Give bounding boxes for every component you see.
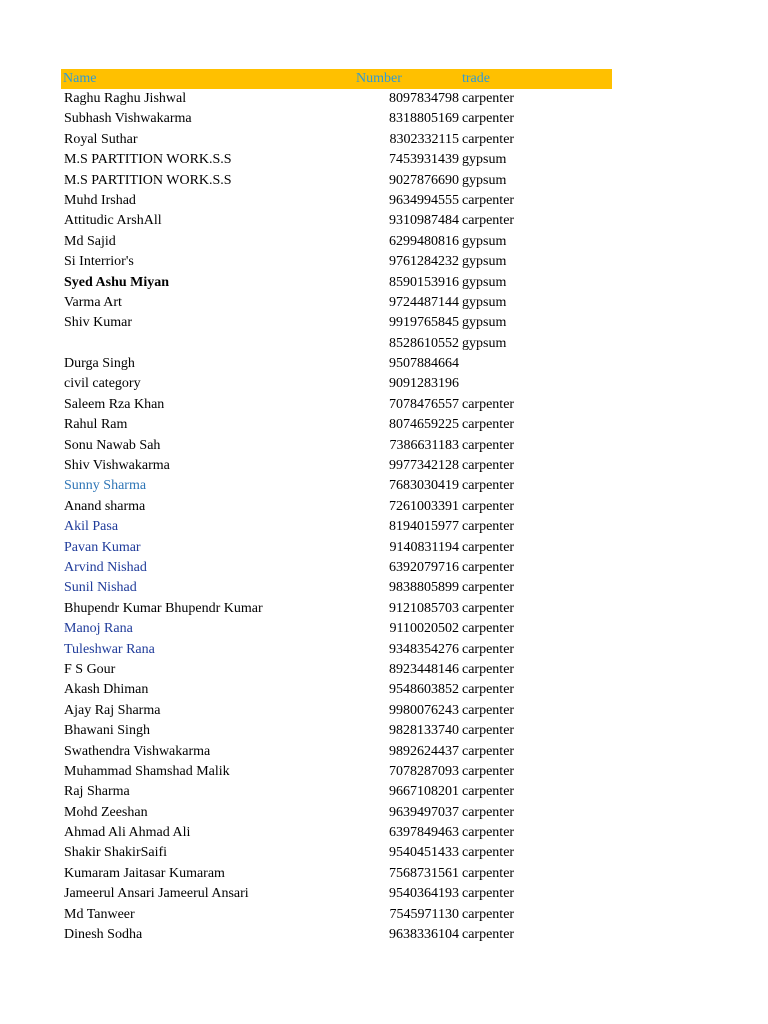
cell-name: Varma Art	[64, 294, 122, 310]
cell-trade: carpenter	[462, 417, 515, 433]
cell-name: Shiv Kumar	[64, 315, 133, 331]
cell-number: 9348354276	[389, 641, 459, 657]
table-row	[61, 640, 612, 660]
table-row	[61, 232, 612, 252]
cell-name: Jameerul Ansari Jameerul Ansari	[64, 886, 249, 902]
table-row	[61, 334, 612, 354]
cell-name: Akash Dhiman	[64, 682, 149, 698]
cell-name: Raghu Raghu Jishwal	[64, 91, 187, 106]
cell-trade: carpenter	[462, 906, 515, 922]
cell-number: 6392079716	[389, 559, 459, 575]
cell-trade: carpenter	[462, 437, 515, 453]
cell-trade: carpenter	[462, 702, 515, 718]
cell-trade: carpenter	[462, 743, 515, 759]
header-trade: trade	[462, 71, 490, 86]
table-row	[61, 89, 612, 109]
cell-trade: carpenter	[462, 682, 515, 698]
cell-number: 9828133740	[389, 723, 459, 739]
cell-trade: carpenter	[462, 661, 515, 677]
cell-trade: gypsum	[462, 152, 507, 168]
cell-trade: carpenter	[462, 131, 515, 147]
cell-trade: carpenter	[462, 580, 515, 596]
table-row	[61, 109, 612, 129]
cell-trade: gypsum	[462, 254, 507, 270]
cell-name: Bhupendr Kumar Bhupendr Kumar	[64, 600, 263, 616]
cell-number: 8590153916	[389, 274, 459, 290]
cell-trade: carpenter	[462, 804, 515, 820]
cell-trade: carpenter	[462, 498, 515, 514]
cell-name: Dinesh Sodha	[64, 927, 143, 943]
cell-name: Anand sharma	[64, 498, 146, 514]
contact-table	[61, 69, 612, 945]
cell-number: 9540364193	[389, 886, 459, 902]
table-row	[61, 293, 612, 313]
cell-name: Md Tanweer	[64, 906, 135, 922]
cell-name: Saleem Rza Khan	[64, 396, 165, 412]
cell-trade: carpenter	[462, 559, 515, 575]
table-row	[61, 456, 612, 476]
cell-trade: carpenter	[462, 865, 515, 881]
cell-name: Attitudic ArshAll	[64, 213, 162, 229]
cell-number: 9027876690	[389, 172, 459, 188]
table-row	[61, 273, 612, 293]
cell-name: Sunil Nishad	[64, 580, 137, 596]
cell-number: 8302332115	[389, 131, 459, 147]
table-row	[61, 150, 612, 170]
table-row	[61, 599, 612, 619]
cell-trade: carpenter	[462, 213, 515, 229]
table-row	[61, 497, 612, 517]
cell-name: Sunny Sharma	[64, 478, 147, 494]
table-row	[61, 415, 612, 435]
header-number: Number	[356, 71, 402, 86]
cell-trade: carpenter	[462, 458, 515, 474]
cell-number: 9110020502	[389, 621, 459, 637]
cell-number: 9980076243	[389, 702, 459, 718]
cell-name: Ahmad Ali Ahmad Ali	[64, 825, 191, 841]
cell-trade: carpenter	[462, 519, 515, 535]
cell-number: 8318805169	[389, 111, 459, 127]
table-row	[61, 782, 612, 802]
table-row	[61, 578, 612, 598]
cell-trade: gypsum	[462, 294, 507, 310]
cell-name: Swathendra Vishwakarma	[64, 743, 211, 759]
cell-name: Md Sajid	[64, 233, 116, 249]
table-row	[61, 211, 612, 231]
cell-trade: carpenter	[462, 539, 515, 555]
table-row	[61, 558, 612, 578]
cell-name: Arvind Nishad	[64, 559, 147, 575]
cell-number: 7453931439	[389, 152, 459, 168]
cell-name: Mohd Zeeshan	[64, 804, 148, 820]
cell-name: Kumaram Jaitasar Kumaram	[64, 865, 225, 881]
table-row	[61, 171, 612, 191]
cell-trade: gypsum	[462, 335, 507, 351]
cell-number: 9667108201	[389, 784, 459, 800]
cell-trade: carpenter	[462, 723, 515, 739]
cell-trade: carpenter	[462, 641, 515, 657]
cell-name: Shiv Vishwakarma	[64, 458, 170, 474]
cell-trade: carpenter	[462, 192, 515, 208]
table-body	[61, 89, 612, 945]
cell-trade: carpenter	[462, 845, 515, 861]
cell-number: 8097834798	[389, 91, 459, 106]
cell-name: civil category	[64, 376, 141, 392]
cell-trade: gypsum	[462, 274, 507, 290]
cell-number: 9507884664	[389, 356, 459, 372]
table-row	[61, 762, 612, 782]
table-row	[61, 680, 612, 700]
cell-number: 9761284232	[389, 254, 459, 270]
table-row	[61, 436, 612, 456]
cell-trade: carpenter	[462, 886, 515, 902]
cell-name: Durga Singh	[64, 356, 135, 372]
cell-name: Sonu Nawab Sah	[64, 437, 161, 453]
table-row	[61, 252, 612, 272]
cell-trade: gypsum	[462, 172, 507, 188]
cell-number: 9638336104	[389, 927, 459, 943]
table-row	[61, 864, 612, 884]
table-row	[61, 130, 612, 150]
cell-number: 7078476557	[389, 396, 459, 412]
cell-number: 9724487144	[389, 294, 459, 310]
cell-number: 9091283196	[389, 376, 459, 392]
cell-number: 9919765845	[389, 315, 459, 331]
cell-trade: carpenter	[462, 396, 515, 412]
table-row	[61, 476, 612, 496]
cell-trade: gypsum	[462, 315, 507, 331]
cell-number: 9838805899	[389, 580, 459, 596]
cell-name: Si Interrior's	[64, 254, 134, 270]
cell-trade: carpenter	[462, 478, 515, 494]
table-row	[61, 925, 612, 945]
cell-name: F S Gour	[64, 661, 116, 677]
cell-number: 8528610552	[389, 335, 459, 351]
table-row	[61, 619, 612, 639]
cell-number: 7545971130	[389, 906, 459, 922]
table-row	[61, 191, 612, 211]
cell-number: 7261003391	[389, 498, 459, 514]
cell-number: 9634994555	[389, 192, 459, 208]
table-row	[61, 313, 612, 333]
table-row	[61, 354, 612, 374]
cell-trade: carpenter	[462, 825, 515, 841]
table-row	[61, 517, 612, 537]
cell-name: Tuleshwar Rana	[64, 641, 155, 657]
cell-name: Shakir ShakirSaifi	[64, 845, 168, 861]
table-row	[61, 660, 612, 680]
cell-trade: carpenter	[462, 784, 515, 800]
table-row	[61, 823, 612, 843]
table-row	[61, 742, 612, 762]
table-row	[61, 843, 612, 863]
cell-name: Muhd Irshad	[64, 192, 136, 208]
table-row	[61, 884, 612, 904]
table-row	[61, 701, 612, 721]
cell-number: 9121085703	[389, 600, 459, 616]
cell-number: 6299480816	[389, 233, 459, 249]
cell-number: 9310987484	[389, 213, 459, 229]
cell-number: 9892624437	[389, 743, 459, 759]
cell-trade: gypsum	[462, 233, 507, 249]
cell-trade: carpenter	[462, 111, 515, 127]
cell-number: 7078287093	[389, 763, 459, 779]
cell-trade: carpenter	[462, 91, 515, 106]
table-header-row	[61, 69, 612, 89]
cell-name: Royal Suthar	[64, 131, 138, 147]
cell-number: 9140831194	[389, 539, 459, 555]
cell-name: Muhammad Shamshad Malik	[64, 763, 230, 779]
cell-name: Akil Pasa	[64, 519, 119, 535]
cell-trade: carpenter	[462, 763, 515, 779]
header-name: Name	[63, 71, 97, 86]
cell-number: 9548603852	[389, 682, 459, 698]
cell-name: Rahul Ram	[64, 417, 128, 433]
table-row	[61, 721, 612, 741]
cell-number: 6397849463	[389, 825, 459, 841]
cell-number: 7386631183	[389, 437, 459, 453]
cell-name: Bhawani Singh	[64, 723, 150, 739]
cell-name: Manoj Rana	[64, 621, 133, 637]
table-row	[61, 374, 612, 394]
cell-name: M.S PARTITION WORK.S.S	[64, 172, 232, 188]
cell-name: Ajay Raj Sharma	[64, 702, 161, 718]
table-row	[61, 905, 612, 925]
cell-name: M.S PARTITION WORK.S.S	[64, 152, 232, 168]
cell-name: Syed Ashu Miyan	[64, 274, 170, 290]
cell-name: Pavan Kumar	[64, 539, 141, 555]
cell-number: 9639497037	[389, 804, 459, 820]
cell-number: 7683030419	[389, 478, 459, 494]
table-row	[61, 803, 612, 823]
cell-number: 8923448146	[389, 661, 459, 677]
cell-number: 8074659225	[389, 417, 459, 433]
cell-trade: carpenter	[462, 600, 515, 616]
cell-number: 7568731561	[389, 865, 459, 881]
cell-number: 9540451433	[389, 845, 459, 861]
cell-name: Raj Sharma	[64, 784, 130, 800]
cell-trade: carpenter	[462, 927, 515, 943]
table-row	[61, 538, 612, 558]
cell-number: 8194015977	[389, 519, 459, 535]
table-row	[61, 395, 612, 415]
cell-number: 9977342128	[389, 458, 459, 474]
cell-name: Subhash Vishwakarma	[64, 111, 192, 127]
cell-trade: carpenter	[462, 621, 515, 637]
